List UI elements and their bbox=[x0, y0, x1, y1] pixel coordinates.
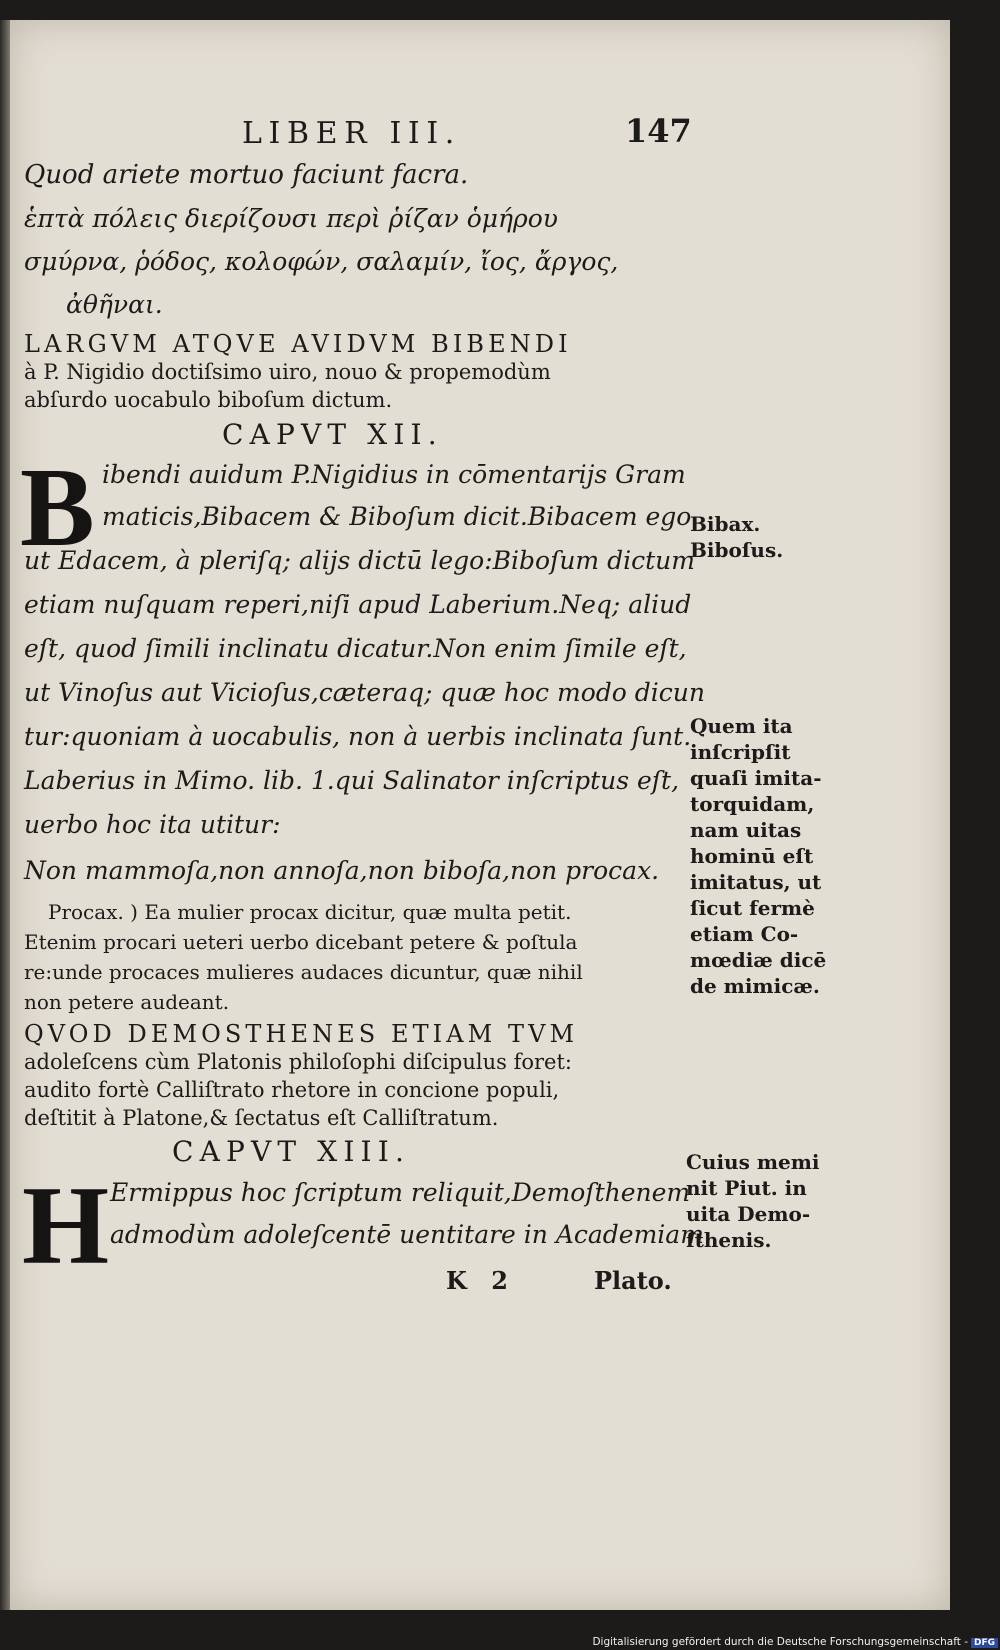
marginal-note: imitatus, ut bbox=[690, 870, 822, 894]
signature-mark: K 2 bbox=[446, 1266, 508, 1295]
body-line: eſt, quod ſimili inclinatu dicatur.Non enim ſimile eſt, bbox=[24, 634, 687, 663]
body-line: ibendi auidum P.Nigidius in cōmentarijs Gram bbox=[102, 460, 686, 489]
greek-line: ἑπτὰ πόλεις διερίζουσι περὶ ῥίζαν ὁμήρου bbox=[24, 204, 558, 233]
note-line: re:unde procaces mulieres audaces dicuntur, quæ nihil bbox=[24, 960, 583, 984]
body-line: ut Vinoſus aut Vicioſus,cæteraq; quæ hoc modo dicun bbox=[24, 678, 705, 707]
marginal-note: nam uitas bbox=[690, 818, 802, 842]
section-heading-line: deſtitit à Platone,& ſectatus eſt Calliſtratum. bbox=[24, 1106, 499, 1130]
page-number: 147 bbox=[625, 112, 692, 150]
catchword: Plato. bbox=[594, 1266, 672, 1295]
note-line: non petere audeant. bbox=[24, 990, 230, 1014]
marginal-note: nit Piut. in bbox=[686, 1176, 807, 1200]
marginal-note: de mimicæ. bbox=[690, 974, 820, 998]
note-line: Procax. ) Ea mulier procax dicitur, quæ multa petit. bbox=[48, 900, 572, 924]
marginal-note: ſthenis. bbox=[686, 1228, 772, 1252]
greek-line: σμύρνα, ῥόδος, κολοφών, σαλαμίν, ἴος, ἄργος, bbox=[24, 247, 619, 276]
marginal-note: Cuius memi bbox=[686, 1150, 820, 1174]
body-line: maticis,Bibacem & Biboſum dicit.Bibacem ego bbox=[102, 502, 692, 531]
greek-line: ἀθῆναι. bbox=[66, 290, 163, 319]
note-line: Etenim procari ueteri uerbo dicebant petere & poſtula bbox=[24, 930, 578, 954]
credit-text: Digitalisierung gefördert durch die Deutsche Forschungsgemeinschaft - bbox=[592, 1636, 968, 1648]
chapter-heading: CAPVT XII. bbox=[222, 418, 443, 451]
body-line: admodùm adoleſcentē uentitare in Academiam bbox=[110, 1220, 704, 1249]
body-line: tur:quoniam à uocabulis, non à uerbis inclinata ſunt. bbox=[24, 722, 692, 751]
running-title: LIBER III. bbox=[242, 116, 461, 151]
marginal-note: Bibax. bbox=[690, 512, 761, 536]
marginal-note: Biboſus. bbox=[690, 538, 784, 562]
marginal-note: hominū eſt bbox=[690, 844, 814, 868]
marginal-note: uita Demo- bbox=[686, 1202, 811, 1226]
dfg-logo-badge: DFG bbox=[971, 1638, 998, 1648]
body-line: uerbo hoc ita utitur: bbox=[24, 810, 281, 839]
section-heading-line: audito fortè Calliſtrato rhetore in concione populi, bbox=[24, 1078, 560, 1102]
body-line: ut Edacem, à pleriſq; alijs dictū lego:Biboſum dictum bbox=[24, 546, 695, 575]
marginal-note: Quem ita bbox=[690, 714, 793, 738]
chapter-heading: CAPVT XIII. bbox=[172, 1135, 411, 1168]
section-heading-line: abſurdo uocabulo biboſum dictum. bbox=[24, 388, 393, 412]
book-page bbox=[10, 20, 950, 1610]
drop-cap: H bbox=[22, 1164, 110, 1288]
section-heading: QVOD DEMOSTHENES ETIAM TVM bbox=[24, 1020, 579, 1048]
body-line: Laberius in Mimo. lib. 1.qui Salinator inſcriptus eſt, bbox=[24, 766, 680, 795]
marginal-note: ſicut fermè bbox=[690, 896, 815, 920]
marginal-note: quaſi imita- bbox=[690, 766, 822, 790]
marginal-note: torquidam, bbox=[690, 792, 815, 816]
body-line: etiam nuſquam reperi,niſi apud Laberium.Neq; aliud bbox=[24, 590, 692, 619]
section-heading-line: à P. Nigidio doctiſsimo uiro, nouo & propemodùm bbox=[24, 360, 551, 384]
digitization-credit bbox=[592, 1636, 998, 1648]
drop-cap: B bbox=[20, 446, 95, 570]
body-line: Ermippus hoc ſcriptum reliquit,Demoſthenem bbox=[110, 1178, 691, 1207]
verse-line: Non mammoſa,non annoſa,non biboſa,non procax. bbox=[24, 856, 660, 885]
marginal-note: mœdiæ dicē bbox=[690, 948, 827, 972]
marginal-note: etiam Co- bbox=[690, 922, 799, 946]
greek-lead: Quod ariete mortuo faciunt facra. bbox=[24, 160, 469, 190]
section-heading: LARGVM ATQVE AVIDVM BIBENDI bbox=[24, 330, 572, 358]
section-heading-line: adoleſcens cùm Platonis philoſophi diſcipulus foret: bbox=[24, 1050, 572, 1074]
marginal-note: inſcripſit bbox=[690, 740, 791, 764]
